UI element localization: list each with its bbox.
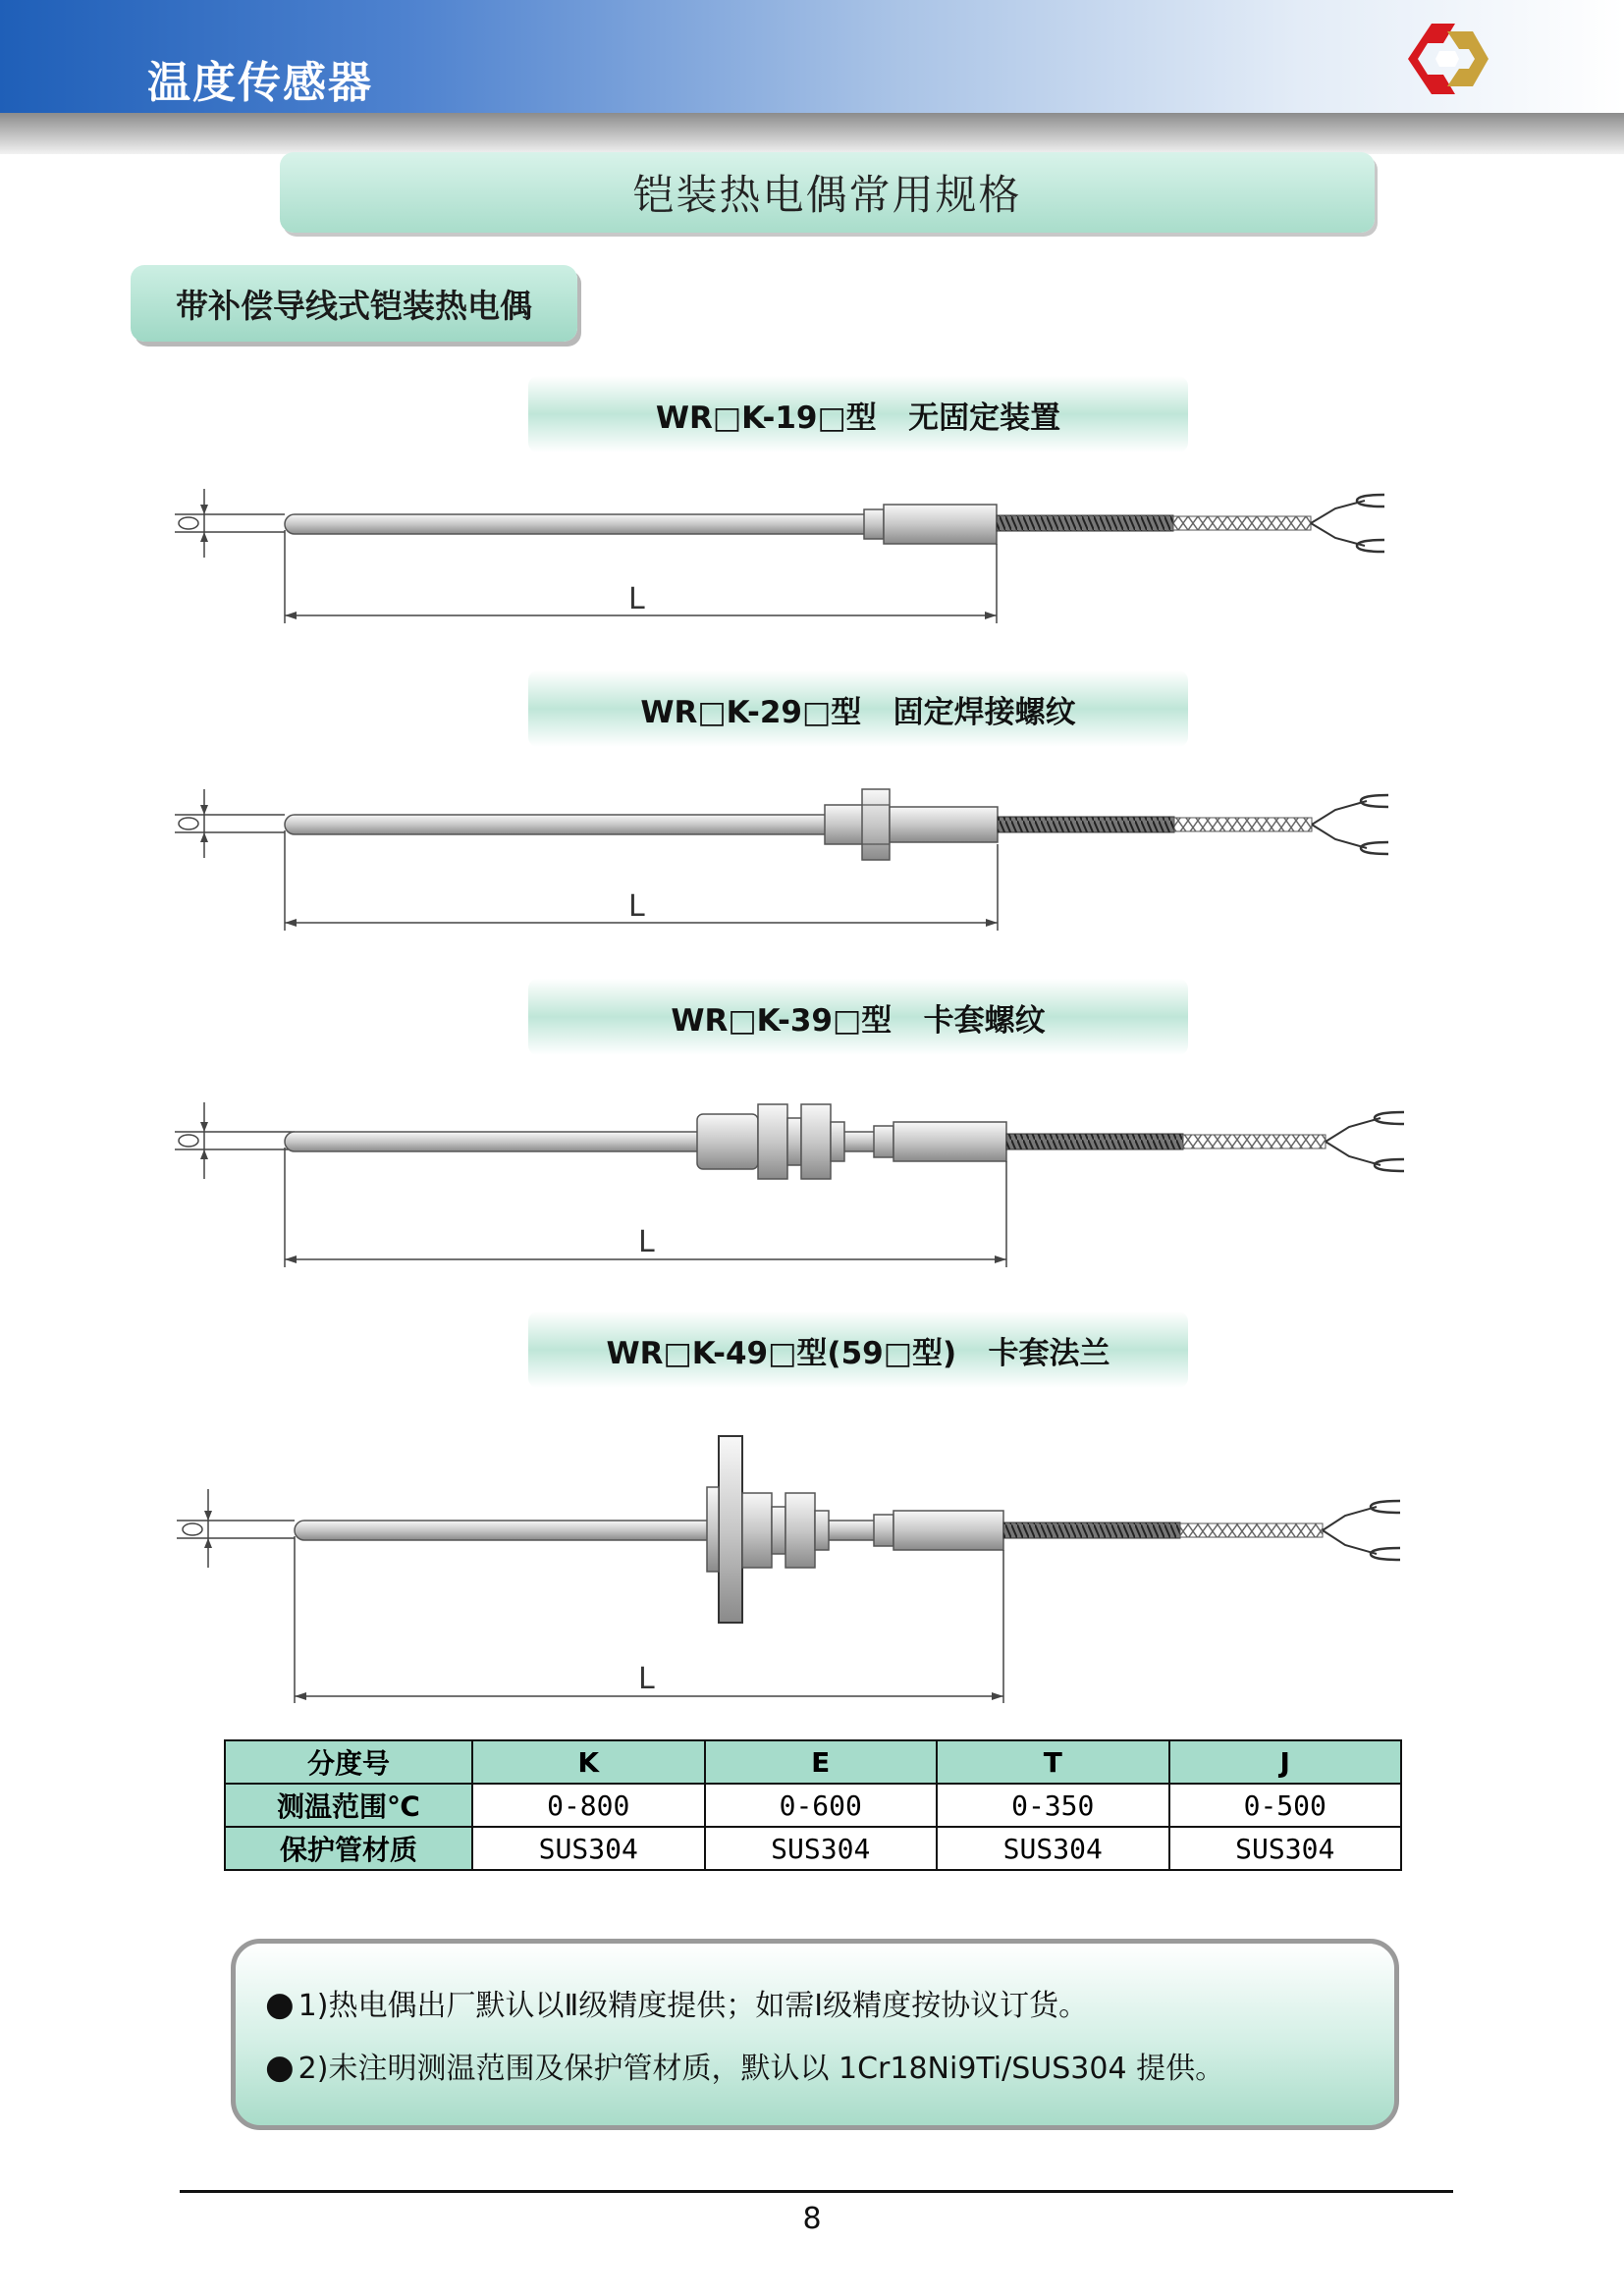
note-item (265, 2044, 1224, 2087)
note-text: 1)热电偶出厂默认以Ⅱ级精度提供；如需Ⅰ级精度按协议订货。 (298, 1989, 1089, 2023)
footer-rule (180, 2190, 1453, 2193)
table-cell: SUS304 (705, 1827, 938, 1870)
note-item (265, 1981, 1088, 2024)
notes-box (231, 1939, 1399, 2130)
model-title-29: WR□K-29□型 固定焊接螺纹 (528, 670, 1188, 747)
diagram-model-19 (157, 461, 1424, 633)
diagram-model-29 (157, 766, 1424, 937)
svg-text:L: L (638, 1662, 655, 1696)
model-title-19: WR□K-19□型 无固定装置 (528, 376, 1188, 453)
model-title-39: WR□K-39□型 卡套螺纹 (528, 979, 1188, 1055)
section-label: 带补偿导线式铠装热电偶 (131, 265, 577, 342)
table-cell: SUS304 (472, 1827, 705, 1870)
table-row (225, 1784, 1401, 1827)
table-cell: SUS304 (937, 1827, 1169, 1870)
note-text: 2)未注明测温范围及保护管材质，默认以 1Cr18Ni9Ti/SUS304 提供。 (298, 2052, 1225, 2086)
row-label: 测温范围℃ (225, 1784, 472, 1827)
table-cell: 0-800 (472, 1784, 705, 1827)
svg-text:L: L (638, 1225, 655, 1259)
table-cell: 0-350 (937, 1784, 1169, 1827)
page-title: 铠装热电偶常用规格 (280, 152, 1375, 233)
row-label: 保护管材质 (225, 1827, 472, 1870)
table-cell: 0-600 (705, 1784, 938, 1827)
table-header-cell: E (705, 1740, 938, 1784)
model-title-49: WR□K-49□型(59□型) 卡套法兰 (528, 1311, 1188, 1388)
diagram-model-49 (157, 1428, 1424, 1713)
table-row (225, 1827, 1401, 1870)
table-header-cell: T (937, 1740, 1169, 1784)
table-cell: SUS304 (1169, 1827, 1402, 1870)
bullet-icon: ● (265, 2048, 295, 2087)
table-header-cell: J (1169, 1740, 1402, 1784)
header-divider (0, 113, 1624, 154)
page-number: 8 (802, 2202, 822, 2236)
spec-table (224, 1739, 1402, 1871)
diagram-model-39 (157, 1085, 1424, 1276)
table-header-cell: K (472, 1740, 705, 1784)
bullet-icon: ● (265, 1985, 295, 2024)
table-header-cell: 分度号 (225, 1740, 472, 1784)
svg-text:L: L (628, 582, 645, 616)
company-logo-icon (1404, 18, 1492, 101)
header-title: 温度传感器 (147, 58, 373, 108)
svg-text:L: L (628, 889, 645, 924)
table-header-row (225, 1740, 1401, 1784)
table-cell: 0-500 (1169, 1784, 1402, 1827)
